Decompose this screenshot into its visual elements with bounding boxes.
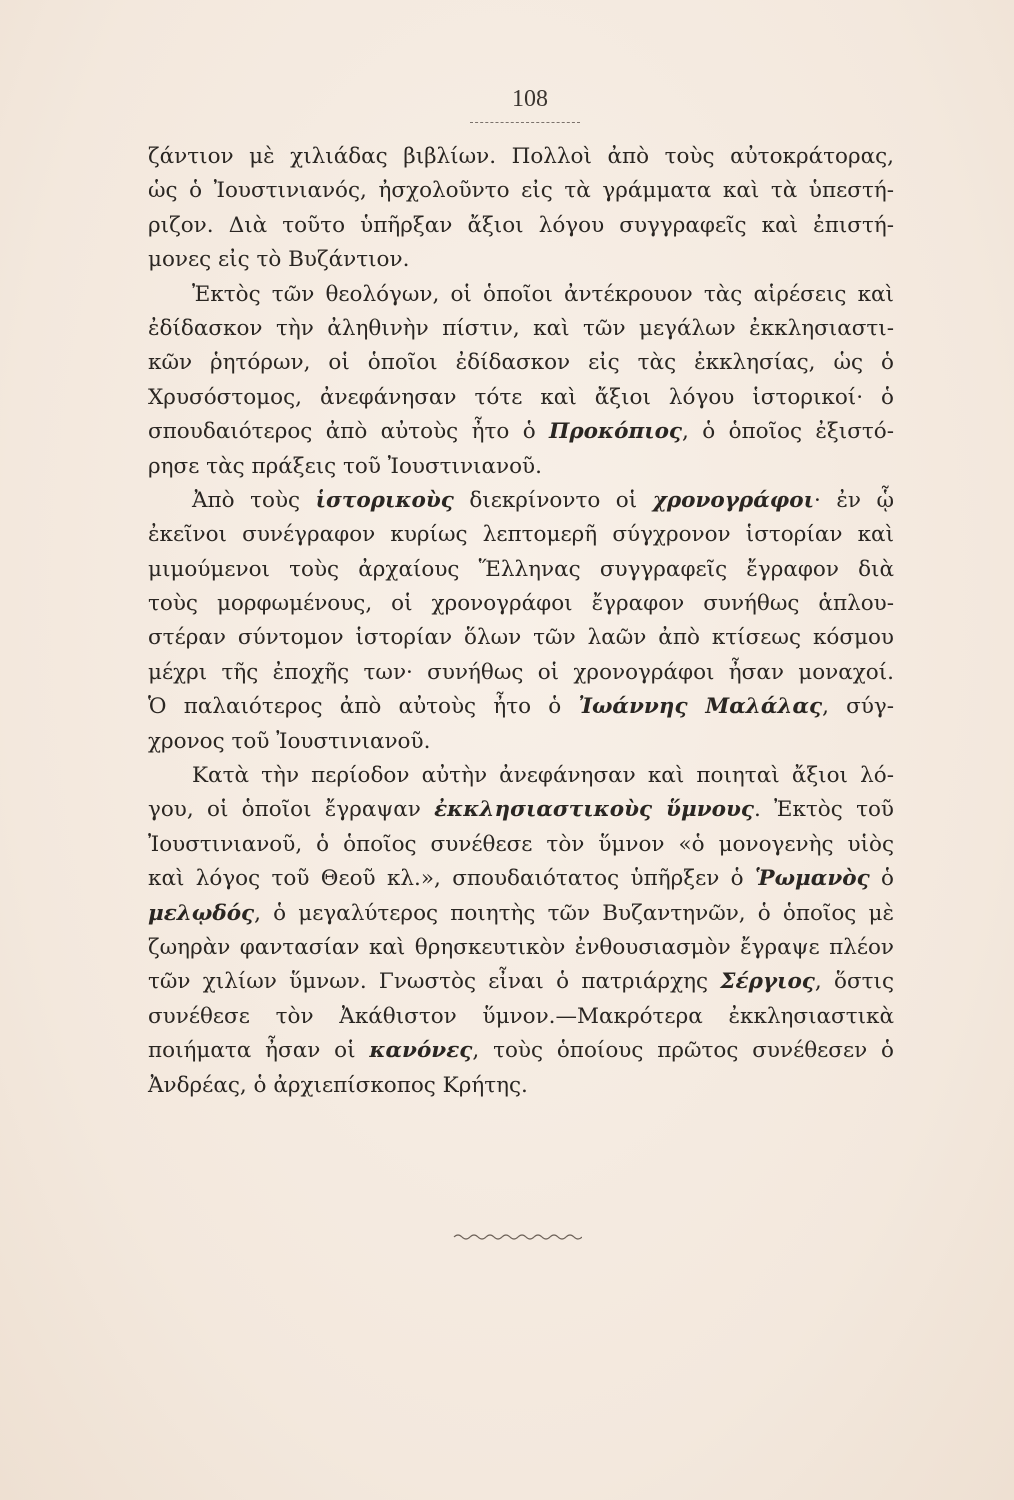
text-segment: Κατὰ τὴν περίοδον αὐτὴν ἀνεφάνησαν καὶ ποιηταὶ ἄξιοι λό-: [192, 763, 894, 789]
text-line: [148, 1000, 894, 1034]
text-line: [148, 897, 894, 931]
emphasized-term: μελῳδός: [148, 900, 255, 926]
text-segment: κῶν ῥητόρων, οἱ ὁποῖοι ἐδίδασκον εἰς τὰς ἐκκλησίας, ὡς ὁ: [148, 350, 894, 376]
text-segment: Ἀνδρέας: [148, 1072, 240, 1098]
text-segment: Ἀπὸ τοὺς: [192, 487, 316, 513]
body-text: [148, 140, 894, 1103]
text-line: [148, 862, 894, 896]
text-line: [148, 759, 894, 793]
text-line: [148, 931, 894, 965]
emphasized-term: χρονογράφοι: [652, 487, 814, 513]
text-line: [148, 1034, 894, 1068]
text-line: [148, 828, 894, 862]
text-line: [148, 690, 894, 724]
text-segment: ρησε τὰς πράξεις τοῦ Ἰουστινιανοῦ.: [148, 453, 542, 479]
text-line: [148, 381, 894, 415]
text-segment: στέραν σύντομον ἱστορίαν ὅλων τῶν λαῶν ἀπὸ κτίσεως κόσμου: [148, 625, 894, 651]
text-segment: , ὁ μεγαλύτερος ποιητὴς τῶν Βυζαντηνῶν, ὁ ὁποῖος μὲ: [254, 900, 894, 926]
text-segment: . Ἐκτὸς τοῦ: [753, 797, 894, 823]
emphasized-term: ἐκκλησιαστικοὺς ὕμνους: [434, 797, 754, 823]
emphasized-term: Σέργιος: [720, 969, 815, 995]
text-segment: , ὅστις: [814, 969, 894, 995]
text-line: [148, 450, 894, 484]
text-segment: , σύγ-: [822, 694, 895, 720]
text-segment: μιμούμενοι τοὺς ἀρχαίους Ἕλληνας συγγραφεῖς ἔγραφον διὰ: [148, 556, 894, 582]
text-segment: · ἐν ᾧ: [813, 487, 894, 513]
text-segment: ἐκεῖνοι συνέγραφον κυρίως λεπτομερῆ σύγχρονον ἱστορίαν καὶ: [148, 522, 894, 548]
text-segment: ποιήματα ἦσαν οἱ: [148, 1038, 370, 1064]
text-segment: τῶν χιλίων ὕμνων. Γνωστὸς εἶναι ὁ πατριάρχης: [148, 969, 721, 995]
page-number-rule: [470, 122, 580, 123]
text-segment: καὶ λόγος τοῦ Θεοῦ κλ.», σπουδαιότατος ὑπῆρξεν ὁ: [148, 866, 755, 892]
text-segment: συνέθεσε τὸν Ἀκάθιστον ὕμνον.—Μακρότερα ἐκκλησιαστικὰ: [148, 1003, 894, 1029]
text-segment: ἐδίδασκον τὴν ἀληθινὴν πίστιν, καὶ τῶν μεγάλων ἐκκλησιαστι-: [148, 315, 894, 341]
text-line: [148, 278, 894, 312]
text-line: [148, 656, 894, 690]
text-line: [148, 553, 894, 587]
text-segment: Χρυσόστομος, ἀνεφάνησαν τότε καὶ ἄξιοι λόγου ἱστορικοί· ὁ: [148, 384, 894, 410]
text-line: [148, 346, 894, 380]
text-segment: διεκρίνοντο οἱ: [453, 487, 653, 513]
text-segment: τοὺς μορφωμένους, οἱ χρονογράφοι ἔγραφον συνήθως ἁπλου-: [148, 591, 894, 617]
text-segment: ὡς ὁ Ἰουστινιανός, ἠσχολοῦντο εἰς τὰ γράμματα καὶ τὰ ὑπεστή-: [148, 178, 894, 204]
text-segment: χρονος τοῦ Ἰουστινιανοῦ.: [148, 728, 431, 754]
text-line: [148, 518, 894, 552]
text-line: [148, 484, 894, 518]
emphasized-term: Προκόπιος: [549, 419, 683, 445]
emphasized-term: Ῥωμανὸς: [755, 866, 870, 892]
text-line: [148, 965, 894, 999]
text-segment: ζάντιον μὲ χιλιάδας βιβλίων. Πολλοὶ ἀπὸ τοὺς αὐτοκράτορας,: [148, 144, 894, 169]
text-line: [148, 793, 894, 827]
end-ornament: [452, 1232, 582, 1242]
text-segment: Ἐκτὸς τῶν θεολόγων, οἱ ὁποῖοι ἀντέκρουον τὰς αἱρέσεις καὶ: [192, 281, 894, 307]
text-line: [148, 725, 894, 759]
text-segment: Ὁ παλαιότερος ἀπὸ αὐτοὺς ἦτο ὁ: [148, 694, 579, 720]
text-line: [148, 621, 894, 655]
text-segment: , ὁ ἀρχιεπίσκοπος Κρήτης.: [239, 1072, 528, 1098]
text-segment: γου, οἱ ὁποῖοι ἔγραψαν: [148, 797, 435, 823]
text-segment: , τοὺς ὁποίους πρῶτος συνέθεσεν ὁ: [472, 1038, 894, 1064]
text-segment: Ἰουστινιανοῦ, ὁ ὁποῖος συνέθεσε τὸν ὕμνον «ὁ μονογενὴς υἱὸς: [148, 831, 894, 857]
text-segment: μονες εἰς τὸ Βυζάντιον.: [148, 247, 410, 273]
text-line: [148, 1069, 894, 1103]
text-segment: σπουδαιότερος ἀπὸ αὐτοὺς ἦτο ὁ: [148, 419, 550, 445]
text-segment: μέχρι τῆς ἐποχῆς των· συνήθως οἱ χρονογράφοι ἦσαν μοναχοί.: [148, 659, 894, 685]
page-number: 108: [512, 86, 548, 112]
text-line: [148, 140, 894, 174]
text-segment: ὁ: [869, 866, 894, 892]
emphasized-term: κανόνες: [369, 1038, 473, 1064]
text-segment: , ὁ ὁποῖος ἐξιστό-: [682, 419, 894, 445]
emphasized-term: ἱστορικοὺς: [315, 487, 454, 513]
text-line: [148, 587, 894, 621]
text-line: [148, 415, 894, 449]
text-line: [148, 174, 894, 208]
text-segment: ζωηρὰν φαντασίαν καὶ θρησκευτικὸν ἐνθουσιασμὸν ἔγραψε πλέον: [148, 934, 894, 960]
emphasized-term: Ἰωάννης Μαλάλας: [578, 694, 823, 720]
text-line: [148, 243, 894, 277]
text-line: [148, 312, 894, 346]
text-line: [148, 209, 894, 243]
text-segment: ριζον. Διὰ τοῦτο ὑπῆρξαν ἄξιοι λόγου συγγραφεῖς καὶ ἐπιστή-: [148, 212, 894, 238]
